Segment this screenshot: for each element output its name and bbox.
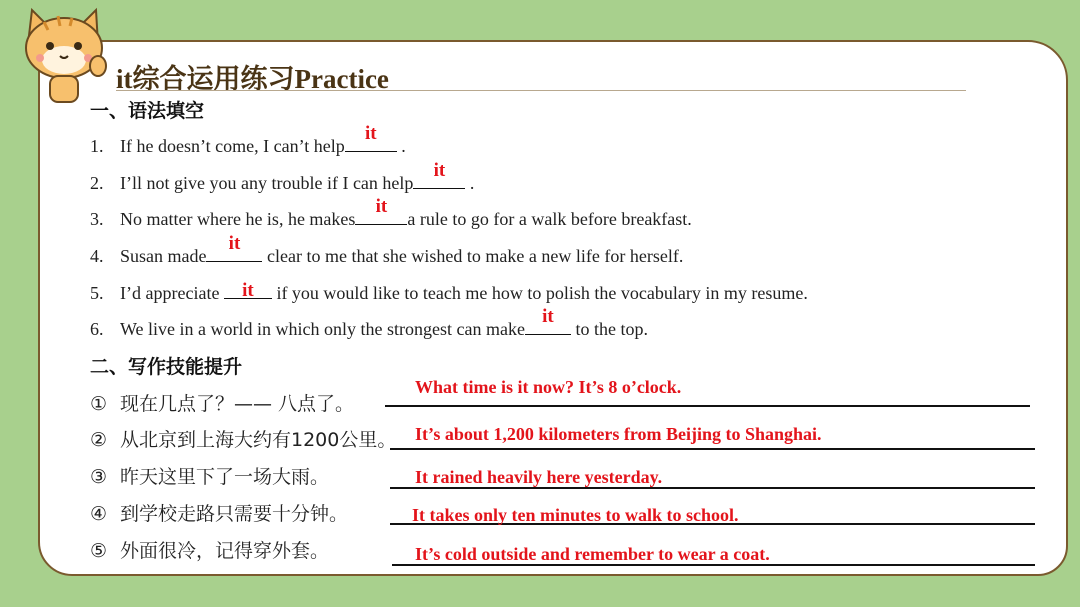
translation-3-prompt: ③ 昨天这里下了一场大雨。 bbox=[90, 466, 330, 488]
answer-text: it bbox=[375, 196, 388, 217]
answer-blank[interactable] bbox=[206, 233, 262, 262]
translation-5-prompt: ⑤ 外面很冷，记得穿外套。 bbox=[90, 540, 330, 562]
translation-5-answer: It’s cold outside and remember to wear a coat. bbox=[415, 544, 770, 564]
answer-text: it bbox=[542, 306, 554, 327]
answer-text: it bbox=[364, 123, 377, 144]
title-divider bbox=[116, 90, 966, 91]
answer-text: it bbox=[228, 233, 241, 254]
translation-1-answer: What time is it now? It’s 8 o’clock. bbox=[415, 377, 682, 397]
translation-1-line[interactable] bbox=[385, 405, 1030, 407]
answer-text: it bbox=[242, 280, 254, 301]
answer-blank[interactable] bbox=[345, 123, 397, 152]
translation-2-line[interactable] bbox=[390, 448, 1035, 450]
answer-blank[interactable] bbox=[224, 280, 272, 299]
section-heading-writing: 二、写作技能提升 bbox=[90, 356, 243, 378]
cat-mascot-icon bbox=[14, 4, 110, 108]
answer-blank[interactable] bbox=[525, 306, 571, 335]
question-1: 1. If he doesn’t come, I can’t help it . bbox=[90, 123, 406, 156]
question-6: 6. We live in a world in which only the strongest can make it to the top. bbox=[90, 306, 648, 339]
question-4: 4. Susan made it clear to me that she wished to make a new life for herself. bbox=[90, 233, 684, 266]
answer-blank[interactable] bbox=[355, 196, 407, 225]
question-2: 2. I’ll not give you any trouble if I can help it . bbox=[90, 160, 475, 193]
translation-2-answer: It’s about 1,200 kilometers from Beijing to Shanghai. bbox=[415, 424, 822, 444]
page-title: it综合运用练习Practice bbox=[116, 64, 389, 94]
translation-4-prompt: ④ 到学校走路只需要十分钟。 bbox=[90, 503, 349, 525]
translation-3-answer: It rained heavily here yesterday. bbox=[415, 467, 663, 487]
translation-1-prompt: ① 现在几点了？—— 八点了。 bbox=[90, 393, 355, 415]
answer-blank[interactable] bbox=[413, 160, 465, 189]
answer-text: it bbox=[433, 160, 446, 181]
translation-2-prompt: ② 从北京到上海大约有1200公里。 bbox=[90, 429, 397, 451]
question-3: 3. No matter where he is, he makes it a rule to go for a walk before breakfast. bbox=[90, 196, 692, 229]
section-heading-grammar: 一、语法填空 bbox=[90, 100, 205, 122]
question-5: 5. I’d appreciate it if you would like to teach me how to polish the vocabulary in my resume. bbox=[90, 280, 808, 303]
translation-4-answer: It takes only ten minutes to walk to school. bbox=[412, 505, 739, 525]
